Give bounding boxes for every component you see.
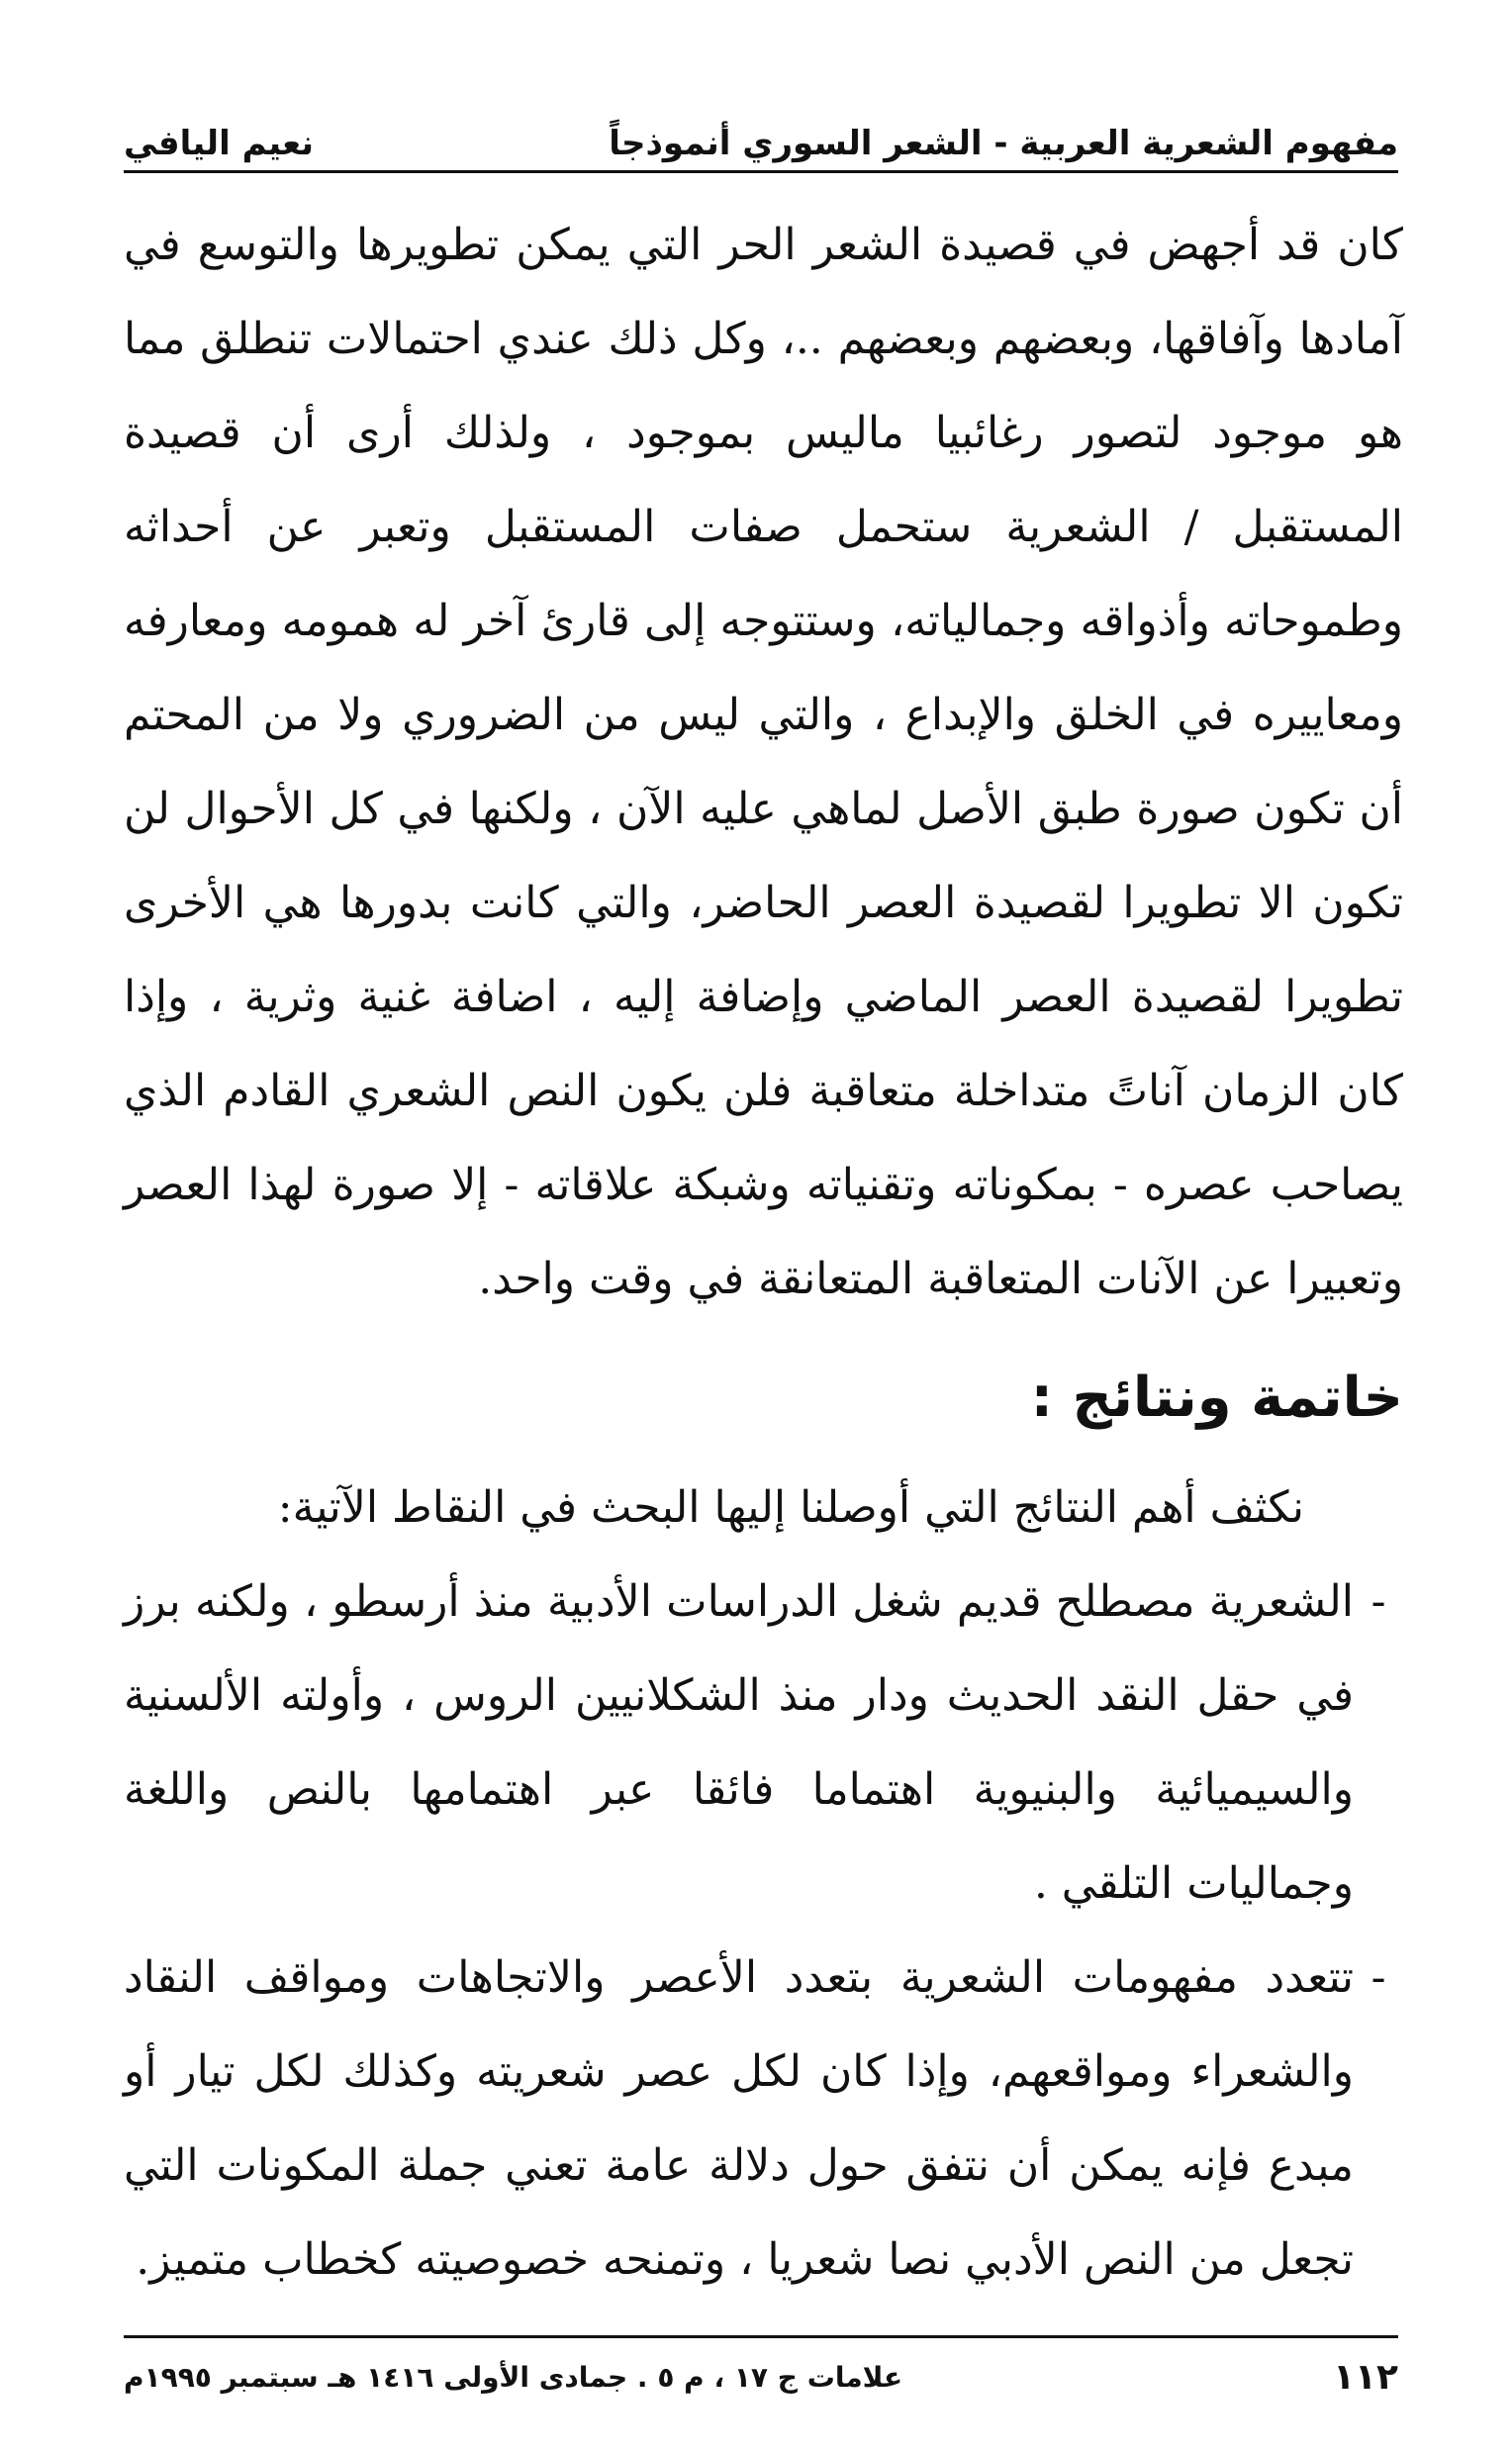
page-body [124,198,1403,2307]
running-header [124,94,1398,163]
intro-paragraph: نكثف أهم النتائج التي أوصلنا إليها البحث في النقاط الآتية: [277,1482,1304,1533]
footer-rule [124,2335,1398,2338]
bullet-marker: - [1370,1576,1386,1627]
list-item [124,1931,1403,2307]
list-item [124,1555,1403,1931]
list-item-text: الشعرية مصطلح قديم شغل الدراسات الأدبية منذ أرسطو ، ولكنه برز في حقل النقد الحديث ودار منذ الشكلانيين الروس ، وأولته الألسنية والسيميائية والبنيوية اهتماما فائقا عبر اهتمامها بالنص واللغة وجماليات التلقي . [124,1576,1355,1909]
page-number: ١١٢ [1333,2356,1398,2398]
header-author: نعيم اليافي [124,124,315,163]
bullet-marker: - [1370,1952,1386,2003]
journal-info: علامات ج ١٧ ، م ٥ . جمادى الأولى ١٤١٦ هـ سبتمبر ١٩٩٥م [124,2360,903,2394]
page-footer [124,2347,1398,2407]
list-item-text: تتعدد مفهومات الشعرية بتعدد الأعصر والاتجاهات ومواقف النقاد والشعراء ومواقعهم، وإذا كان لكل عصر شعريته وكذلك لكل تيار أو مبدع فإنه يمكن أن نتفق حول دلالة عامة تعني جملة المكونات التي تجعل من النص الأدبي نصا شعريا ، وتمنحه خصوصيته كخطاب متميز. [124,1952,1354,2285]
body-paragraph: كان قد أجهض في قصيدة الشعر الحر التي يمكن تطويرها والتوسع في آمادها وآفاقها، وبعضهم وبعضهم ..، وكل ذلك عندي احتمالات تنطلق مما هو موجود لتصور رغائبيا ماليس بموجود ، ولذلك أرى أن قصيدة المستقبل / الشعرية ستحمل صفات المستقبل وتعبر عن أحداثه وطموحاته وأذواقه وجمالياته، وستتوجه إلى قارئ آخر له همومه ومعارفه ومعاييره في الخلق والإبداع ، والتي ليس من الضروري ولا من المحتم أن تكون صورة طبق الأصل لماهي عليه الآن ، ولكنها في كل الأحوال لن تكون الا تطويرا لقصيدة العصر الحاضر، والتي كانت بدورها هي الأخرى تطويرا لقصيدة العصر الماضي وإضافة إليه ، اضافة غنية وثرية ، وإذا كان الزمان آناتً متداخلة متعاقبة فلن يكون النص الشعري القادم الذي يصاحب عصره - بمكوناته وتقنياته وشبكة علاقاته - إلا صورة لهذا العصر وتعبيرا عن الآنات المتعاقبة المتعانقة في وقت واحد. [124,220,1403,1304]
header-rule [124,170,1398,173]
header-title: مفهوم الشعرية العربية - الشعر السوري أنموذجاً [609,124,1398,163]
section-heading: خاتمة ونتائج : [1030,1366,1403,1430]
